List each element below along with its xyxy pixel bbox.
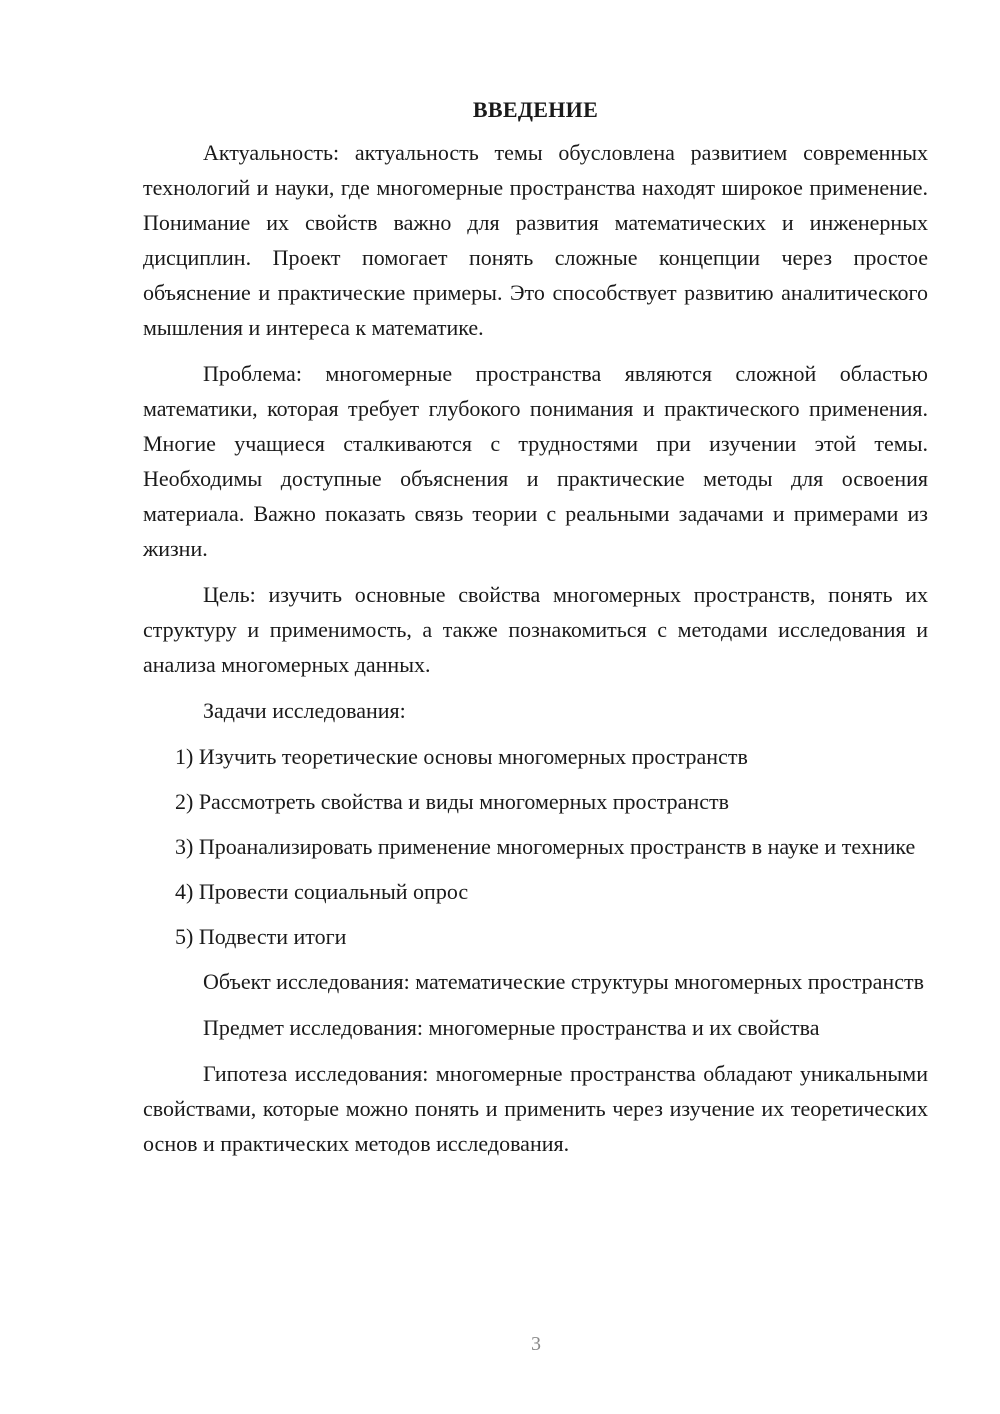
page-number: 3	[531, 1333, 541, 1355]
paragraph-relevance: Актуальность: актуальность темы обусловлена развитием современных технологий и науки, где многомерные пространства находят широкое применение. Понимание их свойств важно для развития математических и инженерных дисциплин. Проект помогает понять сложные концепции через простое объяснение и практические примеры. Это способствует развитию аналитического мышления и интереса к математике.	[143, 140, 928, 340]
paragraph-hypothesis: Гипотеза исследования: многомерные пространства обладают уникальными свойствами, которые можно понять и применить через изучение их теоретических основ и практических методов исследования.	[143, 1061, 928, 1156]
list-item: 2) Рассмотреть свойства и виды многомерных пространств	[175, 789, 729, 814]
tasks-list	[143, 739, 928, 954]
list-item: 3) Проанализировать применение многомерных пространств в науке и технике	[175, 834, 916, 859]
list-item: 5) Подвести итоги	[175, 924, 347, 949]
list-item: 1) Изучить теоретические основы многомерных пространств	[175, 744, 748, 769]
paragraph-goal: Цель: изучить основные свойства многомерных пространств, понять их структуру и применимость, а также познакомиться с методами исследования и анализа многомерных данных.	[143, 582, 928, 677]
list-item: 4) Провести социальный опрос	[175, 879, 469, 904]
section-title: ВВЕДЕНИЕ	[472, 97, 599, 122]
paragraph-problem: Проблема: многомерные пространства являются сложной областью математики, которая требует глубокого понимания и практического применения. Многие учащиеся сталкиваются с трудностями при изучении этой темы. Необходимы доступные объяснения и практические методы для освоения материала. Важно показать связь теории с реальными задачами и примерами из жизни.	[143, 361, 928, 561]
document-page	[143, 92, 928, 1172]
tasks-heading: Задачи исследования:	[203, 698, 406, 723]
paragraph-object: Объект исследования: математические структуры многомерных пространств	[203, 969, 924, 994]
paragraph-subject: Предмет исследования: многомерные пространства и их свойства	[203, 1015, 820, 1040]
